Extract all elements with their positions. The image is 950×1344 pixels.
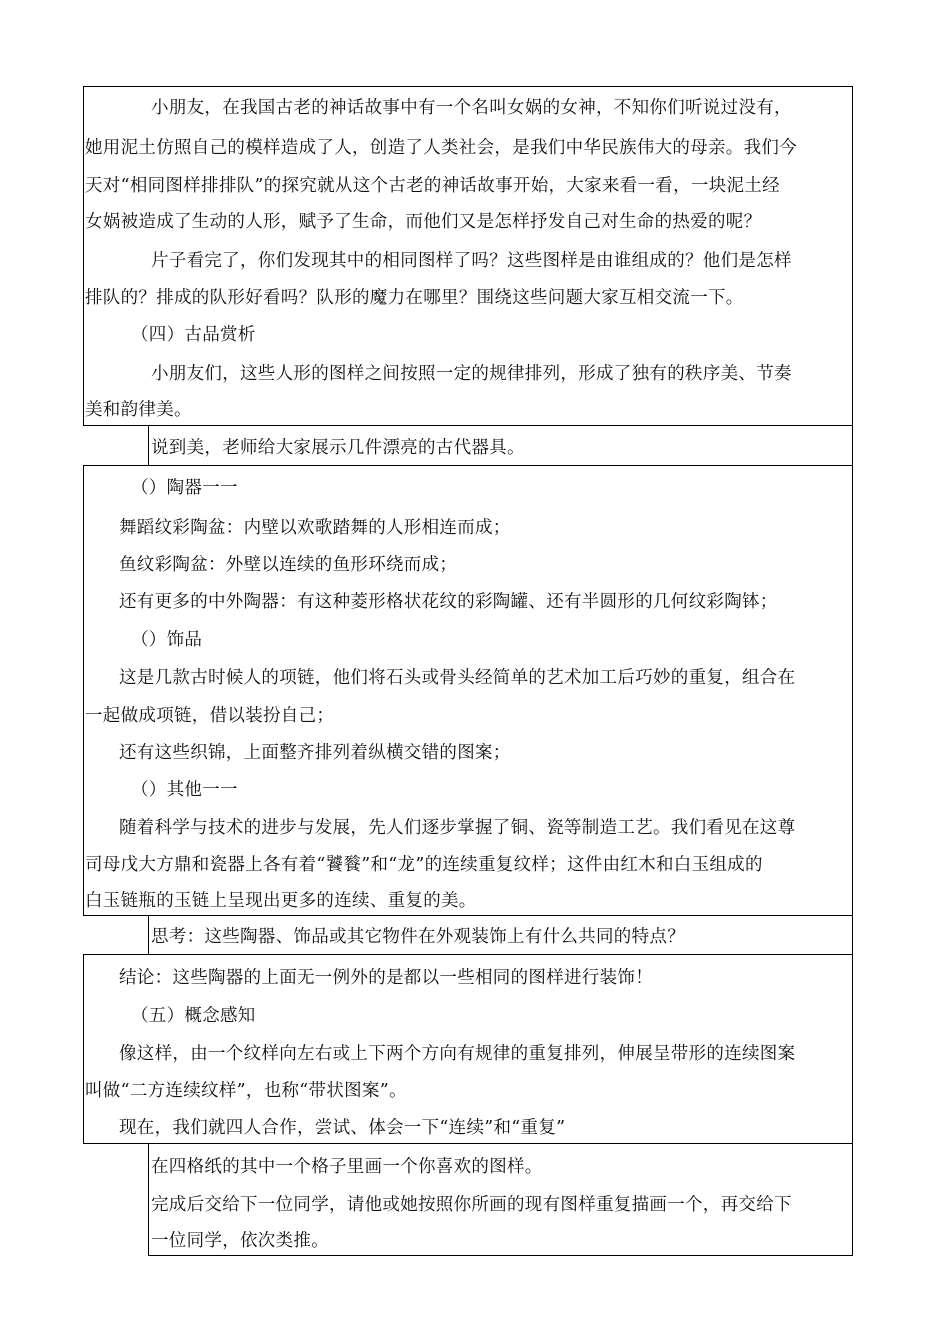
section-heading: （）饰品 (131, 630, 203, 650)
paragraph-line: 片子看完了，你们发现其中的相同图样了吗？这些图样是由谁组成的？他们是怎样 (151, 251, 792, 271)
paragraph-line: 司母戊大方鼎和瓷器上各有着“饕餮”和“龙”的连续重复纹样；这件由红木和白玉组成的 (85, 855, 763, 875)
paragraph-line: 思考：这些陶器、饰品或其它物件在外观装饰上有什么共同的特点？ (151, 927, 685, 947)
paragraph-line: 一位同学，依次类推。 (151, 1231, 329, 1251)
paragraph-line: 天对“相同图样排排队”的探究就从这个古老的神话故事开始，大家来看一看，一块泥土经 (85, 176, 780, 196)
paragraph-line: 小朋友，在我国古老的神话故事中有一个名叫女娲的女神，不知你们听说过没有， (151, 98, 792, 118)
section-heading: （）陶器一一 (131, 478, 238, 498)
paragraph-line: 白玉链瓶的玉链上呈现出更多的连续、重复的美。 (85, 891, 477, 911)
paragraph-line: 女娲被造成了生动的人形，赋予了生命，而他们又是怎样抒发自己对生命的热爱的呢？ (85, 212, 762, 232)
paragraph-line: 说到美，老师给大家展示几件漂亮的古代器具。 (151, 438, 525, 458)
paragraph-line: 随着科学与技术的进步与发展，先人们逐步掌握了铜、瓷等制造工艺。我们看见在这尊 (119, 818, 796, 838)
paragraph-line: 还有更多的中外陶器：有这种菱形格状花纹的彩陶罐、还有半圆形的几何纹彩陶钵； (119, 592, 778, 612)
paragraph-line: 像这样，由一个纹样向左右或上下两个方向有规律的重复排列，伸展呈带形的连续图案 (119, 1044, 796, 1064)
section-heading: （四）古品赏析 (131, 325, 256, 345)
paragraph-line: 一起做成项链，借以装扮自己； (85, 706, 335, 726)
paragraph-line: 在四格纸的其中一个格子里画一个你喜欢的图样。 (151, 1157, 543, 1177)
paragraph-line: 结论：这些陶器的上面无一例外的是都以一些相同的图样进行装饰！ (119, 968, 653, 988)
paragraph-line: 小朋友们，这些人形的图样之间按照一定的规律排列，形成了独有的秩序美、节奏 (151, 364, 792, 384)
paragraph-line: 完成后交给下一位同学，请他或她按照你所画的现有图样重复描画一个，再交给下 (151, 1195, 792, 1215)
paragraph-line: 美和韵律美。 (85, 400, 192, 420)
paragraph-line: 这是几款古时候人的项链，他们将石头或骨头经简单的艺术加工后巧妙的重复，组合在 (119, 668, 796, 688)
paragraph-line: 叫做“二方连续纹样”，也称“带状图案”。 (85, 1081, 407, 1101)
section-heading: （五）概念感知 (131, 1006, 256, 1026)
paragraph-line: 鱼纹彩陶盆：外壁以连续的鱼形环绕而成； (119, 555, 458, 575)
paragraph-line: 排队的？排成的队形好看吗？队形的魔力在哪里？围绕这些问题大家互相交流一下。 (85, 288, 744, 308)
paragraph-line: 她用泥土仿照自己的模样造成了人，创造了人类社会，是我们中华民族伟大的母亲。我们今 (85, 138, 797, 158)
paragraph-line: 还有这些织锦，上面整齐排列着纵横交错的图案； (119, 743, 511, 763)
paragraph-line: 舞蹈纹彩陶盆：内壁以欢歌踏舞的人形相连而成； (119, 518, 511, 538)
paragraph-line: 现在，我们就四人合作，尝试、体会一下“连续”和“重复” (119, 1118, 566, 1138)
section-heading: （）其他一一 (131, 780, 238, 800)
